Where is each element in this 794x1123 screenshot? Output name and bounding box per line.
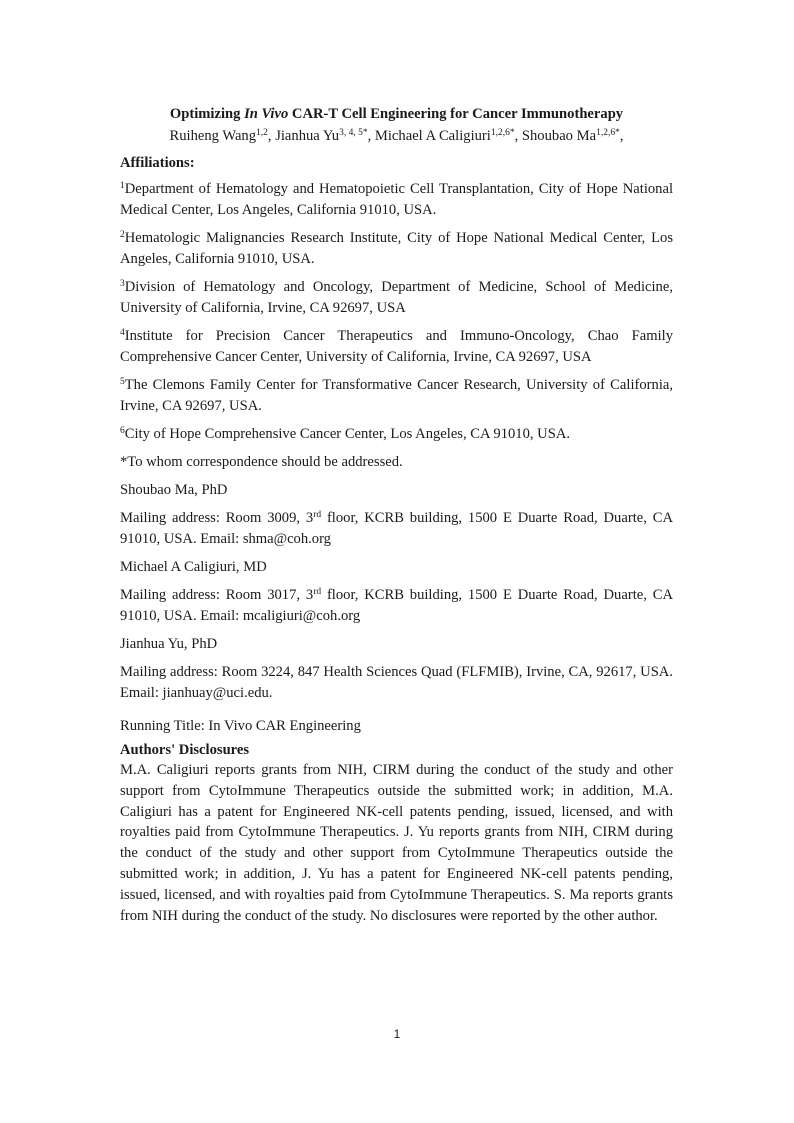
- author-separator: ,: [367, 128, 375, 144]
- affiliations-heading: Affiliations:: [120, 155, 195, 171]
- affiliation-number: 2: [120, 230, 125, 240]
- author-name: Michael A Caligiuri: [374, 128, 491, 144]
- correspondence-note: *To whom correspondence should be addressed.: [120, 454, 403, 470]
- address-text: Mailing address: Room 3009, 3: [120, 510, 314, 526]
- title-end: CAR-T Cell Engineering for Cancer Immunotherapy: [288, 106, 624, 122]
- affiliation-number: 6: [120, 426, 125, 436]
- affiliation-number: 3: [120, 279, 125, 289]
- contact-name: Jianhua Yu, PhD: [120, 636, 218, 652]
- author-separator: ,: [619, 128, 624, 144]
- affiliation-item: [120, 277, 673, 319]
- address-text: floor, KCRB building, 1500 E Duarte Road, Duarte, CA 91010, USA. Email: shma@coh.org: [120, 510, 673, 547]
- disclosures-heading: Authors' Disclosures: [120, 742, 250, 758]
- author: [170, 128, 276, 144]
- contact-address: [120, 585, 673, 627]
- author-list: [120, 126, 673, 147]
- address-text: Mailing address: Room 3017, 3: [120, 587, 314, 603]
- affiliation-item: [120, 228, 673, 270]
- author-name: Ruiheng Wang: [169, 128, 257, 144]
- affiliation-text: Institute for Precision Cancer Therapeutics and Immuno-Oncology, Chao Family Comprehensive Cancer Center, University of California, Irvine, CA 92697, USA: [120, 328, 673, 365]
- title-italic: In Vivo: [244, 106, 289, 122]
- affiliation-text: Department of Hematology and Hematopoietic Cell Transplantation, City of Hope National Medical Center, Los Angeles, California 91010, USA.: [120, 181, 673, 218]
- disclosures-text: M.A. Caligiuri reports grants from NIH, CIRM during the conduct of the study and other support from CytoImmune Therapeutics outside the submitted work; in addition, M.A. Caligiuri has a patent for Engineered NK-cell patents pending, issued, licensed, and with royalties paid from CytoImmune Therapeutics. J. Yu reports grants from NIH, CIRM during the conduct of the study and other support from CytoImmune Therapeutics outside the submitted work; in addition, J. Yu has a patent for Engineered NK-cell patents pending, issued, licensed, and with royalties paid from CytoImmune Therapeutics. S. Ma reports grants from NIH during the conduct of the study. No disclosures were reported by the other author.: [120, 762, 673, 924]
- author-name: Jianhua Yu: [275, 128, 340, 144]
- affiliation-number: 1: [120, 181, 125, 191]
- affiliation-number: 4: [120, 328, 125, 338]
- author: [375, 128, 522, 144]
- page-number: 1: [393, 1027, 401, 1041]
- author-affiliation-marks: 1,2: [256, 128, 268, 138]
- address-text: Mailing address: Room 3224, 847 Health Sciences Quad (FLFMIB), Irvine, CA, 92617, USA. Email: jianhuay@uci.edu.: [120, 664, 673, 701]
- contact-address: [120, 508, 673, 550]
- affiliation-item: [120, 326, 673, 368]
- affiliation-item: [120, 375, 673, 417]
- affiliation-item: [120, 179, 673, 221]
- affiliation-text: City of Hope Comprehensive Cancer Center, Los Angeles, CA 91010, USA.: [124, 426, 571, 442]
- author: [522, 128, 624, 144]
- author-affiliation-marks: 3, 4, 5*: [339, 128, 368, 138]
- author-affiliation-marks: 1,2,6*: [596, 128, 620, 138]
- author-separator: ,: [514, 128, 522, 144]
- author-name: Shoubao Ma: [521, 128, 597, 144]
- paper-title: [120, 104, 673, 124]
- author-affiliation-marks: 1,2,6*: [490, 128, 515, 138]
- affiliation-text: Hematologic Malignancies Research Institute, City of Hope National Medical Center, Los Angeles, California 91010, USA.: [120, 230, 673, 267]
- address-text: floor, KCRB building, 1500 E Duarte Road, Duarte, CA 91010, USA. Email: mcaligiuri@coh.org: [120, 587, 673, 624]
- document-page: [120, 104, 673, 926]
- ordinal-suffix: rd: [313, 510, 322, 520]
- contact-address: [120, 662, 673, 704]
- affiliation-item: [120, 424, 673, 445]
- affiliation-number: 5: [120, 377, 125, 387]
- author-separator: ,: [267, 128, 276, 144]
- contact-name: Michael A Caligiuri, MD: [120, 559, 267, 575]
- running-title: Running Title: In Vivo CAR Engineering: [120, 718, 361, 734]
- affiliation-text: The Clemons Family Center for Transformative Cancer Research, University of California, Irvine, CA 92697, USA.: [120, 377, 673, 414]
- affiliation-text: Division of Hematology and Oncology, Department of Medicine, School of Medicine, University of California, Irvine, CA 92697, USA: [120, 279, 673, 316]
- contact-name: Shoubao Ma, PhD: [120, 482, 228, 498]
- ordinal-suffix: rd: [313, 587, 322, 597]
- author: [275, 128, 375, 144]
- title-start: Optimizing: [169, 106, 245, 122]
